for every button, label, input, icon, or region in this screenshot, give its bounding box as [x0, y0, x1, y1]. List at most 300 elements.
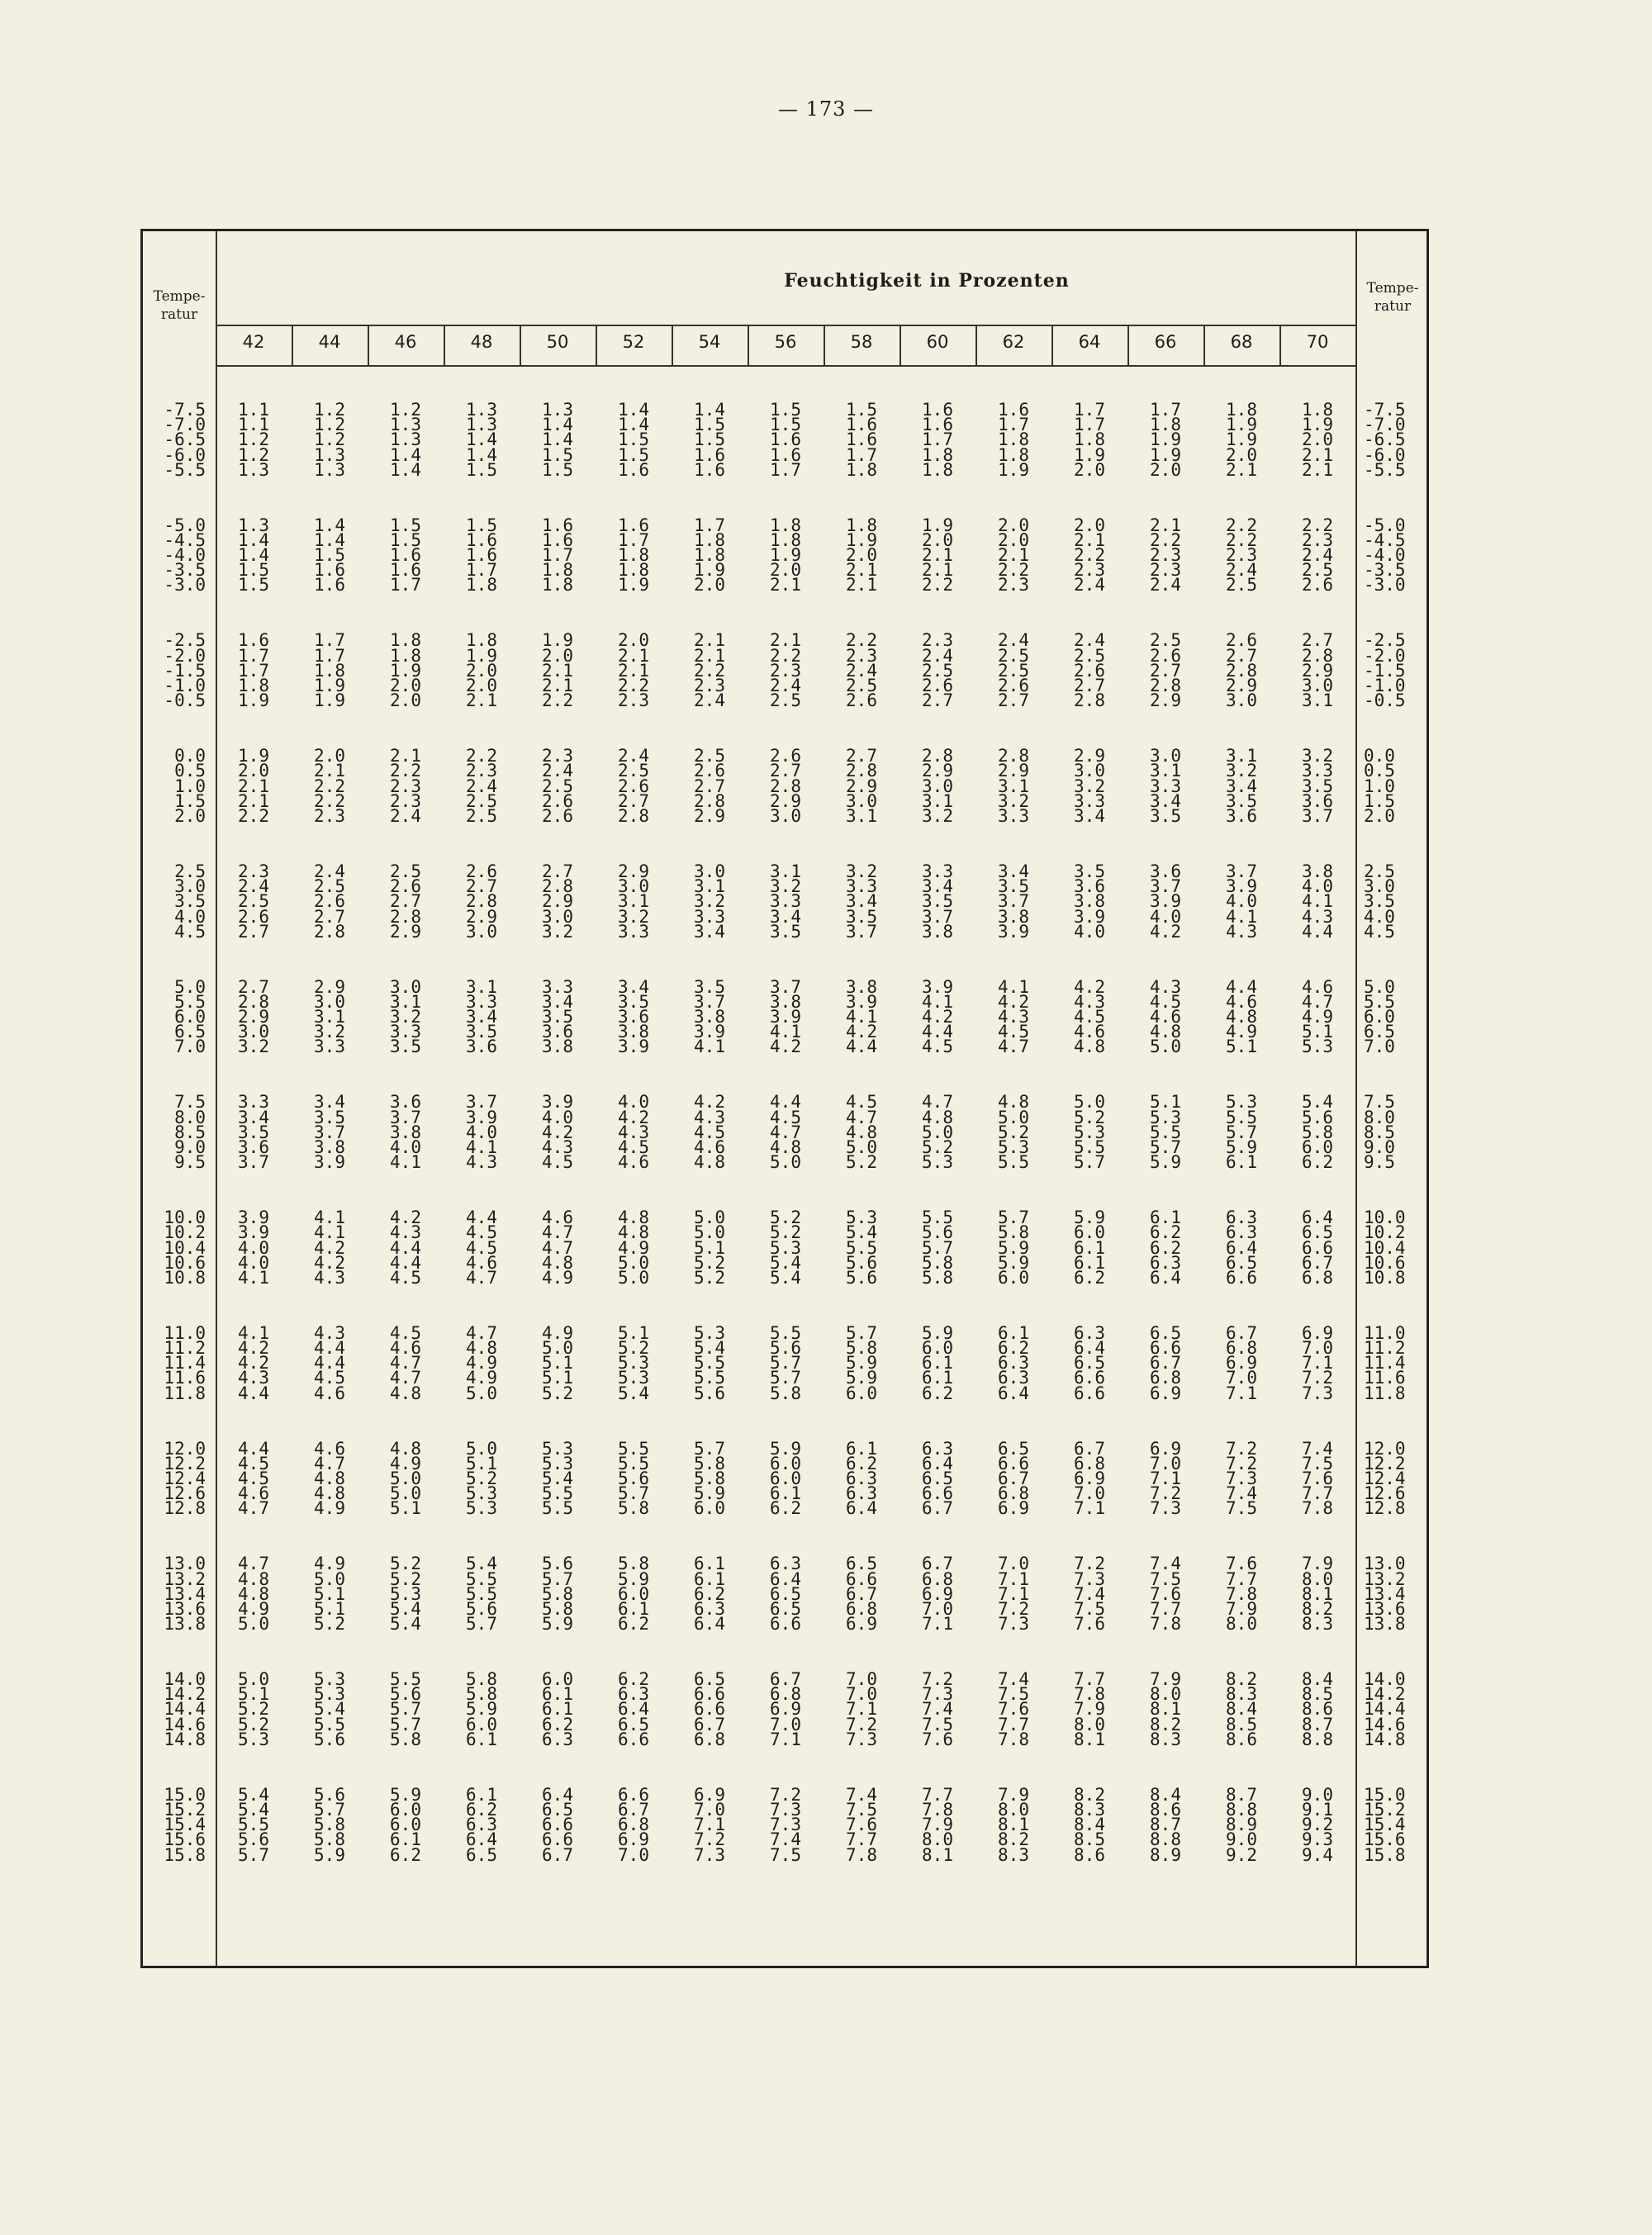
table-cell: 7.5	[846, 1800, 877, 1820]
table-cell: 6.1	[922, 1368, 953, 1388]
table-cell: 7.7	[1302, 1483, 1333, 1504]
table-cell: 1.4	[466, 429, 497, 450]
temperature-value: 9.0	[174, 1136, 206, 1157]
table-cell: 3.5	[1226, 790, 1257, 811]
table-cell: 1.4	[618, 400, 649, 420]
table-cell: 9.0	[1226, 1829, 1257, 1850]
temperature-value: 11.8	[164, 1383, 206, 1403]
table-cell: 4.8	[466, 1338, 497, 1359]
table-cell: 6.3	[1226, 1208, 1257, 1228]
table-cell: 1.5	[618, 429, 649, 450]
table-cell: 4.4	[390, 1252, 421, 1273]
table-cell: 4.9	[1302, 1007, 1333, 1027]
table-cell: 2.6	[466, 861, 497, 881]
table-cell: 4.3	[1074, 991, 1105, 1012]
table-cell: 5.2	[238, 1699, 269, 1720]
table-cell: 1.9	[314, 690, 345, 711]
table-cell: 1.8	[466, 575, 497, 596]
table-cell: 8.9	[1226, 1815, 1257, 1835]
table-cell: 2.9	[770, 790, 801, 811]
temperature-value: 4.0	[1364, 906, 1395, 927]
table-cell: 5.8	[618, 1554, 649, 1574]
table-cell: 6.8	[694, 1729, 725, 1749]
table-cell: 1.8	[542, 560, 573, 581]
table-cell: 2.2	[314, 790, 345, 811]
table-cell: 2.6	[618, 776, 649, 796]
table-cell: 5.4	[238, 1784, 269, 1805]
table-cell: 2.2	[846, 630, 877, 651]
table-cell: 4.1	[238, 1267, 269, 1288]
table-cell: 4.2	[238, 1353, 269, 1374]
table-cell: 2.3	[1150, 560, 1181, 581]
table-cell: 3.7	[1226, 861, 1257, 881]
table-cell: 1.9	[1150, 444, 1181, 465]
temperature-value: 11.8	[1364, 1383, 1406, 1403]
table-cell: 7.9	[998, 1784, 1029, 1805]
table-cell: 4.0	[466, 1122, 497, 1142]
table-cell: 3.3	[390, 1022, 421, 1042]
table-cell: 6.9	[770, 1699, 801, 1720]
table-cell: 5.4	[238, 1800, 269, 1820]
table-cell: 5.9	[390, 1784, 421, 1805]
table-cell: 6.6	[1302, 1237, 1333, 1258]
table-cell: 4.3	[694, 1107, 725, 1127]
table-cell: 4.5	[466, 1237, 497, 1258]
table-cell: 4.8	[1150, 1022, 1181, 1042]
table-cell: 4.1	[1226, 906, 1257, 927]
table-cell: 4.8	[314, 1468, 345, 1488]
temperature-value: 10.2	[164, 1222, 206, 1243]
table-cell: 3.3	[466, 991, 497, 1012]
table-cell: 3.4	[466, 1007, 497, 1027]
table-cell: 1.6	[466, 545, 497, 566]
temperature-value: 4.5	[1364, 921, 1395, 942]
table-cell: 1.3	[238, 515, 269, 535]
table-cell: 6.2	[770, 1498, 801, 1519]
table-cell: 4.2	[1074, 976, 1105, 997]
table-cell: 6.9	[922, 1583, 953, 1604]
data-column-48	[444, 400, 520, 1865]
table-cell: 4.9	[466, 1353, 497, 1374]
table-cell: 1.4	[694, 400, 725, 420]
table-cell: 4.9	[314, 1554, 345, 1574]
table-cell: 6.8	[1226, 1338, 1257, 1359]
temperature-value: 10.0	[1364, 1208, 1406, 1228]
table-cell: 5.3	[846, 1208, 877, 1228]
table-cell: 1.8	[466, 630, 497, 651]
data-column-60	[900, 400, 976, 1865]
table-cell: 1.2	[390, 400, 421, 420]
table-cell: 2.0	[390, 676, 421, 696]
table-cell: 4.4	[922, 1022, 953, 1042]
table-cell: 3.5	[694, 976, 725, 997]
data-column-54	[672, 400, 748, 1865]
table-cell: 5.6	[238, 1829, 269, 1850]
table-cell: 3.0	[1226, 690, 1257, 711]
table-cell: 7.2	[694, 1829, 725, 1850]
table-cell: 1.6	[922, 415, 953, 435]
table-cell: 5.0	[466, 1438, 497, 1459]
table-cell: 2.5	[1150, 630, 1181, 651]
table-cell: 2.6	[846, 690, 877, 711]
table-cell: 6.1	[922, 1353, 953, 1374]
table-cell: 5.4	[1302, 1092, 1333, 1113]
table-cell: 8.2	[1074, 1784, 1105, 1805]
table-cell: 3.4	[694, 921, 725, 942]
table-cell: 4.1	[998, 976, 1029, 997]
table-cell: 4.8	[1226, 1007, 1257, 1027]
table-cell: 2.4	[694, 690, 725, 711]
table-cell: 2.7	[846, 746, 877, 766]
table-cell: 5.7	[238, 1844, 269, 1865]
table-cell: 2.7	[466, 876, 497, 897]
table-cell: 1.9	[238, 746, 269, 766]
table-cell: 5.8	[1302, 1122, 1333, 1142]
temperature-value: 13.4	[164, 1583, 206, 1604]
table-cell: 6.0	[390, 1800, 421, 1820]
table-cell: 2.7	[390, 891, 421, 912]
table-cell: 4.2	[314, 1237, 345, 1258]
table-cell: 7.1	[922, 1614, 953, 1635]
temperature-value: 0.0	[1364, 746, 1395, 766]
table-cell: 2.6	[1302, 575, 1333, 596]
temperature-value: 7.0	[1364, 1037, 1395, 1057]
table-cell: 4.9	[314, 1498, 345, 1519]
table-cell: 6.9	[1074, 1468, 1105, 1488]
temperature-value: 15.0	[164, 1784, 206, 1805]
table-cell: 5.6	[314, 1784, 345, 1805]
table-cell: 6.1	[770, 1483, 801, 1504]
temperature-value: 11.6	[1364, 1368, 1406, 1388]
column-header-48: 48	[470, 332, 493, 352]
table-cell: 7.4	[1074, 1583, 1105, 1604]
table-cell: 2.5	[694, 746, 725, 766]
table-cell: 2.5	[390, 861, 421, 881]
table-cell: 3.5	[998, 876, 1029, 897]
table-cell: 4.1	[846, 1007, 877, 1027]
table-cell: 2.7	[1074, 676, 1105, 696]
table-cell: 2.1	[770, 575, 801, 596]
temperature-value: 10.4	[164, 1237, 206, 1258]
temperature-value: 8.0	[174, 1107, 206, 1127]
table-cell: 1.7	[1150, 400, 1181, 420]
table-cell: 1.8	[1150, 415, 1181, 435]
table-cell: 6.3	[922, 1438, 953, 1459]
table-cell: 3.6	[542, 1022, 573, 1042]
temperature-value: 6.5	[174, 1022, 206, 1042]
temperature-value: 15.8	[1364, 1844, 1406, 1865]
table-cell: 7.0	[922, 1598, 953, 1619]
table-cell: 7.6	[1226, 1554, 1257, 1574]
table-cell: 3.3	[846, 876, 877, 897]
table-cell: 5.1	[314, 1583, 345, 1604]
table-cell: 6.2	[1150, 1237, 1181, 1258]
data-column-64	[1051, 400, 1127, 1865]
table-cell: 5.1	[466, 1453, 497, 1473]
table-cell: 6.9	[1302, 1322, 1333, 1343]
table-cell: 2.9	[1226, 676, 1257, 696]
table-cell: 1.9	[770, 545, 801, 566]
table-cell: 3.9	[694, 1022, 725, 1042]
temperature-value: 3.5	[174, 891, 206, 912]
table-cell: 3.0	[238, 1022, 269, 1042]
table-cell: 2.6	[314, 891, 345, 912]
table-cell: 2.2	[770, 645, 801, 666]
table-cell: 6.7	[1302, 1252, 1333, 1273]
table-cell: 2.0	[998, 515, 1029, 535]
table-cell: 4.5	[770, 1107, 801, 1127]
table-cell: 5.0	[846, 1136, 877, 1157]
table-cell: 3.9	[238, 1208, 269, 1228]
temperature-value: 15.4	[164, 1815, 206, 1835]
table-cell: 5.9	[770, 1438, 801, 1459]
table-cell: 7.0	[618, 1844, 649, 1865]
table-cell: 2.8	[618, 805, 649, 826]
table-cell: 4.7	[314, 1453, 345, 1473]
table-cell: 1.4	[314, 515, 345, 535]
table-cell: 5.2	[846, 1152, 877, 1173]
table-cell: 6.8	[922, 1568, 953, 1589]
table-cell: 6.2	[998, 1338, 1029, 1359]
temperature-value: 11.2	[1364, 1338, 1406, 1359]
table-cell: 7.4	[1302, 1438, 1333, 1459]
table-cell: 2.8	[922, 746, 953, 766]
table-cell: 6.6	[618, 1729, 649, 1749]
temperature-value: -4.5	[164, 529, 206, 550]
temperature-value: 15.0	[1364, 1784, 1406, 1805]
temperature-value: 12.6	[1364, 1483, 1406, 1504]
table-cell: 2.5	[998, 660, 1029, 681]
temperature-value: -1.0	[164, 676, 206, 696]
table-cell: 7.8	[922, 1800, 953, 1820]
table-cell: 1.4	[618, 415, 649, 435]
table-cell: 2.4	[1150, 575, 1181, 596]
table-cell: 5.8	[618, 1498, 649, 1519]
table-cell: 4.0	[618, 1092, 649, 1113]
table-cell: 2.1	[922, 545, 953, 566]
table-cell: 7.3	[922, 1684, 953, 1705]
temperature-value: 10.2	[1364, 1222, 1406, 1243]
table-cell: 3.7	[1302, 805, 1333, 826]
table-cell: 2.1	[694, 630, 725, 651]
table-cell: 2.0	[1226, 444, 1257, 465]
table-cell: 6.9	[618, 1829, 649, 1850]
temperature-value: 13.0	[1364, 1554, 1406, 1574]
table-cell: 6.6	[846, 1568, 877, 1589]
table-cell: 2.6	[694, 761, 725, 781]
table-cell: 7.7	[998, 1714, 1029, 1734]
table-cell: 5.3	[390, 1583, 421, 1604]
table-cell: 8.1	[922, 1844, 953, 1865]
table-cell: 2.8	[238, 991, 269, 1012]
table-cell: 5.6	[466, 1598, 497, 1619]
table-cell: 7.7	[846, 1829, 877, 1850]
table-cell: 5.2	[390, 1568, 421, 1589]
table-cell: 3.6	[1226, 805, 1257, 826]
temperature-value: 14.6	[1364, 1714, 1406, 1734]
table-cell: 5.7	[998, 1208, 1029, 1228]
table-cell: 7.6	[998, 1699, 1029, 1720]
table-cell: 5.2	[998, 1122, 1029, 1142]
table-cell: 8.0	[1074, 1714, 1105, 1734]
table-cell: 2.6	[998, 676, 1029, 696]
table-cell: 6.7	[846, 1583, 877, 1604]
table-cell: 1.4	[238, 529, 269, 550]
table-cell: 2.9	[314, 976, 345, 997]
temperature-value: -3.0	[164, 575, 206, 596]
table-cell: 5.0	[390, 1483, 421, 1504]
table-cell: 1.9	[466, 645, 497, 666]
table-cell: 4.8	[922, 1107, 953, 1127]
table-cell: 7.2	[1150, 1483, 1181, 1504]
temperature-value: -7.5	[164, 400, 206, 420]
temperature-value: 12.8	[164, 1498, 206, 1519]
table-cell: 6.7	[922, 1554, 953, 1574]
table-cell: 4.1	[694, 1037, 725, 1057]
table-cell: 6.1	[618, 1598, 649, 1619]
table-cell: 2.8	[1074, 690, 1105, 711]
table-cell: 8.9	[1150, 1844, 1181, 1865]
table-cell: 5.8	[770, 1383, 801, 1403]
table-cell: 2.0	[390, 690, 421, 711]
table-cell: 3.2	[542, 921, 573, 942]
table-cell: 7.8	[1302, 1498, 1333, 1519]
table-cell: 5.3	[998, 1136, 1029, 1157]
table-cell: 8.3	[1150, 1729, 1181, 1749]
temperature-value: 15.6	[1364, 1829, 1406, 1850]
table-cell: 4.5	[922, 1037, 953, 1057]
table-cell: 7.5	[770, 1844, 801, 1865]
table-cell: 5.9	[1150, 1152, 1181, 1173]
table-cell: 6.7	[1226, 1322, 1257, 1343]
table-cell: 5.9	[1226, 1136, 1257, 1157]
table-cell: 3.7	[390, 1107, 421, 1127]
table-cell: 7.4	[846, 1784, 877, 1805]
table-cell: 5.7	[618, 1483, 649, 1504]
table-cell: 6.2	[618, 1614, 649, 1635]
table-cell: 2.9	[466, 906, 497, 927]
table-cell: 4.1	[1302, 891, 1333, 912]
table-cell: 2.3	[390, 790, 421, 811]
table-cell: 2.9	[618, 861, 649, 881]
temperature-value: 13.2	[1364, 1568, 1406, 1589]
table-cell: 7.3	[770, 1800, 801, 1820]
table-cell: 2.8	[1302, 645, 1333, 666]
table-cell: 2.7	[1150, 660, 1181, 681]
table-cell: 6.1	[542, 1699, 573, 1720]
table-cell: 6.9	[998, 1498, 1029, 1519]
table-cell: 5.8	[542, 1583, 573, 1604]
table-cell: 5.8	[466, 1684, 497, 1705]
table-cell: 1.8	[618, 545, 649, 566]
table-cell: 4.2	[922, 1007, 953, 1027]
table-cell: 4.3	[542, 1136, 573, 1157]
table-cell: 3.3	[694, 906, 725, 927]
table-cell: 6.2	[1074, 1267, 1105, 1288]
temperature-value: 7.0	[174, 1037, 206, 1057]
table-cell: 1.4	[314, 529, 345, 550]
table-cell: 5.5	[770, 1322, 801, 1343]
table-cell: 9.1	[1302, 1800, 1333, 1820]
table-cell: 4.2	[998, 991, 1029, 1012]
table-cell: 3.8	[618, 1022, 649, 1042]
table-cell: 3.3	[770, 891, 801, 912]
table-cell: 6.3	[1074, 1322, 1105, 1343]
table-cell: 2.8	[1226, 660, 1257, 681]
table-cell: 2.3	[922, 630, 953, 651]
table-cell: 4.0	[1226, 891, 1257, 912]
table-cell: 7.0	[1302, 1338, 1333, 1359]
table-cell: 4.2	[846, 1022, 877, 1042]
table-cell: 3.3	[922, 861, 953, 881]
table-cell: 2.0	[1074, 515, 1105, 535]
table-cell: 3.0	[466, 921, 497, 942]
temperature-value: 12.0	[164, 1438, 206, 1459]
table-cell: 8.6	[1150, 1800, 1181, 1820]
table-cell: 4.6	[314, 1438, 345, 1459]
table-cell: 3.8	[314, 1136, 345, 1157]
temperature-value: 9.5	[1364, 1152, 1395, 1173]
table-cell: 2.3	[998, 575, 1029, 596]
column-header-54: 54	[698, 332, 721, 352]
table-cell: 4.8	[238, 1583, 269, 1604]
table-cell: 6.5	[922, 1468, 953, 1488]
table-cell: 3.6	[618, 1007, 649, 1027]
table-cell: 6.9	[846, 1614, 877, 1635]
table-cell: 6.4	[1302, 1208, 1333, 1228]
table-cell: 3.8	[1302, 861, 1333, 881]
table-cell: 2.4	[922, 645, 953, 666]
table-cell: 8.4	[1226, 1699, 1257, 1720]
table-cell: 8.8	[1150, 1829, 1181, 1850]
temperature-value: -3.0	[1364, 575, 1406, 596]
table-cell: 2.9	[694, 805, 725, 826]
table-cell: 3.0	[618, 876, 649, 897]
table-cell: 3.1	[770, 861, 801, 881]
table-cell: 5.0	[466, 1383, 497, 1403]
table-cell: 4.1	[314, 1222, 345, 1243]
table-cell: 5.7	[846, 1322, 877, 1343]
table-cell: 6.4	[998, 1383, 1029, 1403]
table-cell: 6.4	[1150, 1267, 1181, 1288]
table-cell: 7.4	[1226, 1483, 1257, 1504]
table-cell: 3.3	[1302, 761, 1333, 781]
table-cell: 8.3	[998, 1844, 1029, 1865]
temperature-value: -6.0	[1364, 444, 1406, 465]
table-cell: 2.8	[390, 906, 421, 927]
temperature-value: 0.0	[174, 746, 206, 766]
table-cell: 4.7	[1302, 991, 1333, 1012]
table-cell: 3.4	[618, 976, 649, 997]
table-cell: 4.8	[542, 1252, 573, 1273]
table-cell: 5.7	[770, 1353, 801, 1374]
table-cell: 7.4	[922, 1699, 953, 1720]
table-cell: 2.2	[998, 560, 1029, 581]
table-cell: 4.7	[466, 1322, 497, 1343]
table-cell: 3.3	[314, 1037, 345, 1057]
table-cell: 5.9	[922, 1322, 953, 1343]
table-cell: 5.5	[618, 1453, 649, 1473]
table-cell: 4.5	[542, 1152, 573, 1173]
table-cell: 5.7	[922, 1237, 953, 1258]
temperature-value: 11.6	[164, 1368, 206, 1388]
table-cell: 7.1	[1074, 1498, 1105, 1519]
table-cell: 2.5	[542, 776, 573, 796]
table-cell: 7.3	[1302, 1383, 1333, 1403]
temperature-value: 15.8	[164, 1844, 206, 1865]
temperature-value: 9.5	[174, 1152, 206, 1173]
table-cell: 1.8	[238, 676, 269, 696]
